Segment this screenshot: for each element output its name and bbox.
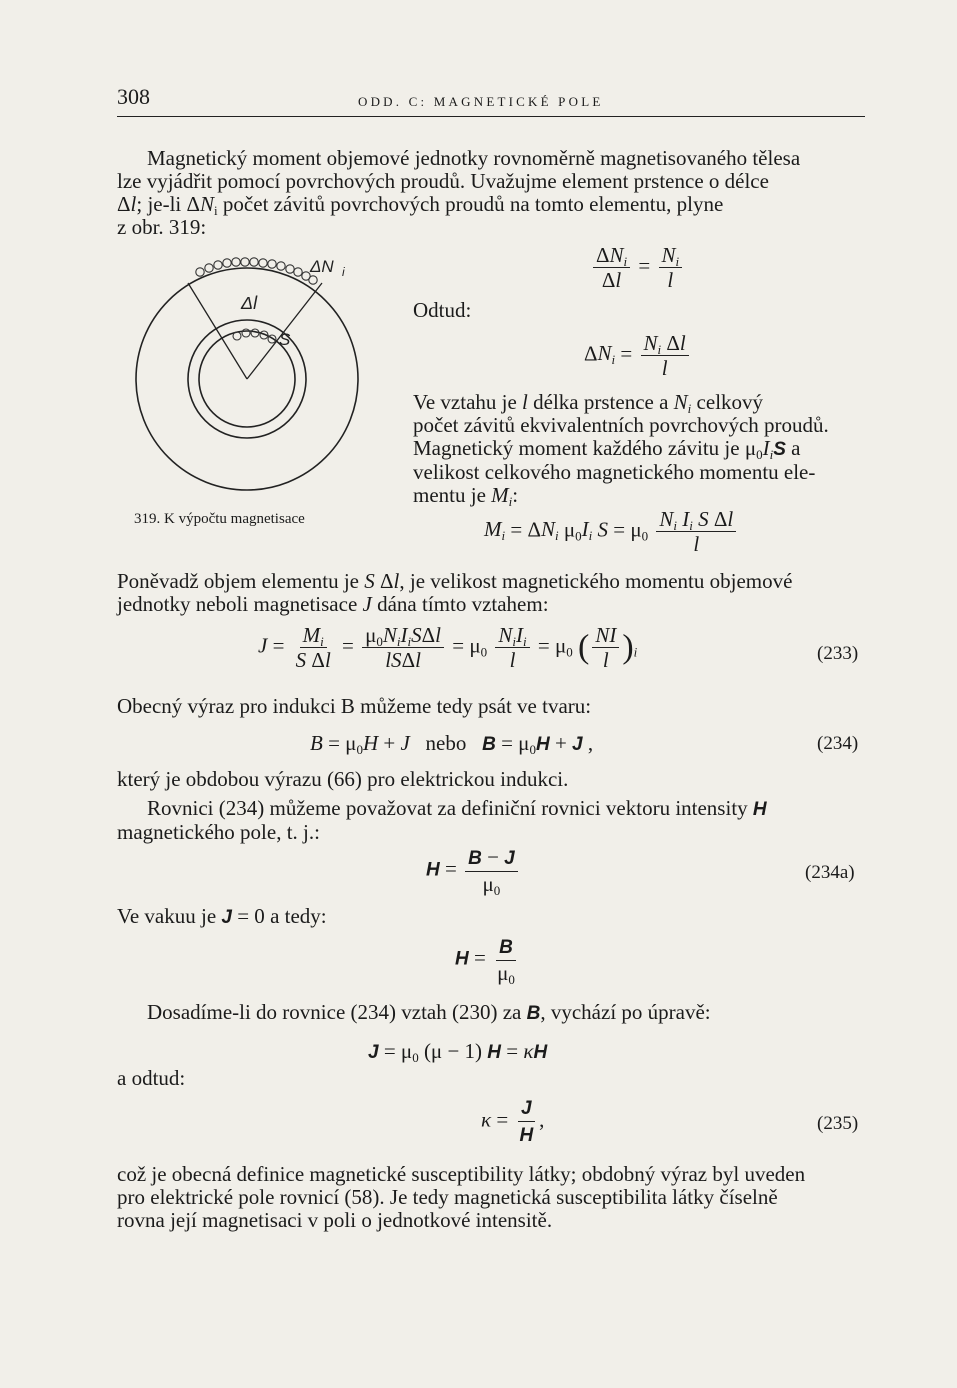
equation-Mi: $M_i = \Delta N_i$ $\mu_0I_i$ $S = \mu_0$ $\frac{N_i I_i S \Delta l}{l}$ — [484, 508, 739, 555]
analog-text: který je obdobou výrazu (66) pro elektrickou indukci. — [117, 767, 569, 791]
middle-paragraph — [413, 391, 865, 507]
odtud2-label: a odtud: — [117, 1066, 186, 1090]
equation-235: κ = $\frac{J}{H}$ , — [481, 1098, 545, 1146]
middle-line-1: Ve vztahu je l délka prstence a $N_i$ celkový — [413, 390, 764, 416]
middle-line-2: počet závitů ekvivalentních povrchových proudů. — [413, 413, 829, 437]
intro-line-1: Magnetický moment objemové jednotky rovnoměrně magnetisovaného tělesa — [147, 146, 801, 170]
substitute-text: Dosadíme-li do rovnice (234) vztah (230) za B, vychází po úpravě: — [147, 1000, 711, 1024]
figure-caption: 319. K výpočtu magnetisace — [134, 511, 305, 527]
middle-line-4: velikost celkového magnetického momentu ele- — [413, 460, 816, 484]
nebo-word: nebo — [425, 731, 467, 755]
volume-line-1: Poněvadž objem elementu je S Δl, je velikost magnetického momentu objemové — [117, 569, 793, 593]
intro-line-2: lze vyjádřit pomocí povrchových proudů. Uvažujme element prstence o délce — [117, 169, 769, 193]
definition-line-2: magnetického pole, t. j.: — [117, 820, 320, 844]
final-paragraph — [117, 1163, 865, 1232]
definition-paragraph — [117, 797, 865, 844]
page-number: 308 — [117, 84, 150, 109]
final-line-2: pro elektrické pole rovnicí (58). Je tedy magnetická susceptibilita látky číselně — [117, 1185, 778, 1209]
equation-ratio: $\frac{\Delta N_i}{\Delta l}$ = $\frac{N_i}{l}$ — [590, 244, 685, 291]
intro-paragraph — [117, 147, 865, 239]
equation-234: $B = \mu_0H + J$ nebo $B = \mu_0H + J$ , — [310, 731, 594, 757]
definition-line-1: Rovnici (234) můžeme považovat za definiční rovnici vektoru intensity H — [147, 796, 767, 820]
figure-319 — [128, 252, 368, 502]
equation-number-234: (234) — [817, 733, 859, 754]
general-text: Obecný výraz pro indukci B můžeme tedy psát ve tvaru: — [117, 694, 592, 718]
equation-234a: H = $\frac{B - J}{\mu_0}$ — [426, 846, 521, 895]
figure-label-dN-sub: i — [342, 265, 345, 279]
odtud-label: Odtud: — [413, 298, 472, 322]
running-head: ODD. C: MAGNETICKÉ POLE — [358, 94, 604, 109]
equation-233: J = $\frac{M_i}{\text{S Δl}}$ = $\frac{\mu_0N_iI_iS\Delta l}{\text{lSΔl}}$ = $\mu_0$ $\frac{N_iI_i}{l}$ = $\mu_0$ ( $\frac{NI}{l}$ )$_i$ — [258, 623, 638, 672]
volume-line-2: jednotky neboli magnetisace J dána tímto vztahem: — [117, 592, 549, 616]
equation-J: $J = \mu_0$ (μ − 1) H = κH — [368, 1039, 548, 1065]
intro-line-4: z obr. 319: — [117, 215, 207, 239]
intro-line-3: Δl; je-li $\Delta N_i$ počet závitů povrchových proudů na tomto elementu, plyne — [117, 192, 724, 218]
volume-paragraph — [117, 570, 865, 616]
figure-label-S: S — [279, 330, 291, 349]
equation-H-vacuum: H = $\frac{B}{\mu_0}$ — [455, 937, 515, 987]
equation-number-234a: (234a) — [805, 862, 855, 883]
figure-label-dl: Δl — [241, 293, 258, 313]
middle-line-3: Magnetický moment každého závitu je $\mu_0I_iS$ a — [413, 436, 801, 462]
equation-number-233: (233) — [817, 643, 859, 664]
equation-number-235: (235) — [817, 1113, 859, 1134]
equation-dNi: $\Delta N_i$ = $\frac{N_i \Delta l}{l}$ — [584, 332, 692, 379]
middle-line-5: mentu je $M_i$: — [413, 483, 519, 509]
vacuum-text: Ve vakuu je J = 0 a tedy: — [117, 904, 327, 928]
header-rule — [117, 116, 865, 117]
final-line-1: což je obecná definice magnetické susceptibility látky; obdobný výraz byl uveden — [117, 1162, 806, 1186]
figure-label-dN: ΔN — [310, 257, 334, 276]
final-line-3: rovna její magnetisaci v poli o jednotkové intensitě. — [117, 1208, 553, 1232]
